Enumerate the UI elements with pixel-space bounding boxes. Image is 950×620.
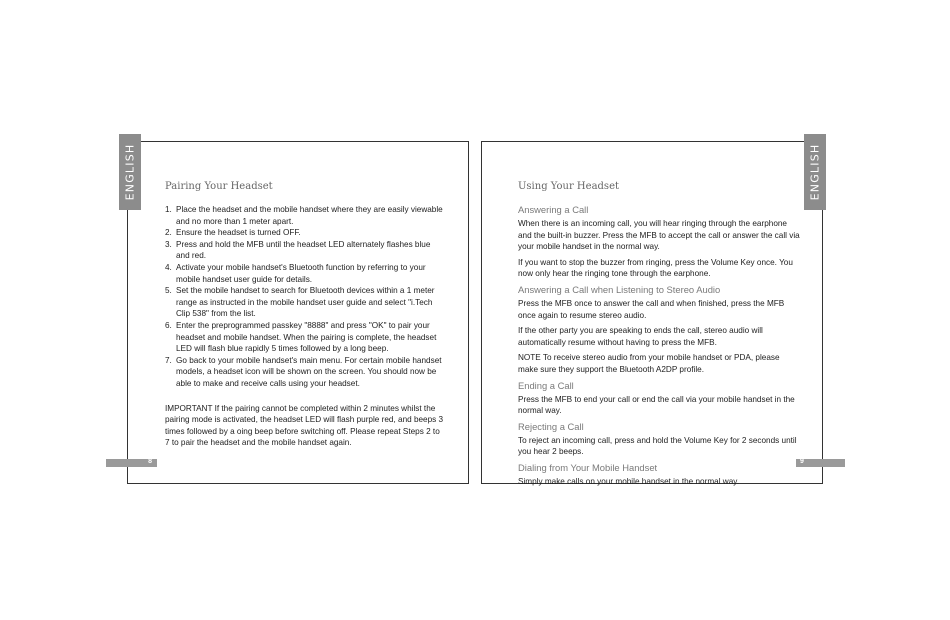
step-text: Ensure the headset is turned OFF. xyxy=(176,228,301,238)
step-text: Enter the preprogrammed passkey "8888" and press "OK" to pair your headset and mobile handset. When the pairing is complete, the headset LED will flash blue rapidly 5 times followed by a long beep. xyxy=(176,320,437,354)
paragraph: When there is an incoming call, you will hear ringing through the earphone and the built-in buzzer. Press the MFB to accept the call or answer the call via your mobile handset in the normal way. xyxy=(518,219,800,252)
paragraph: Press the MFB to end your call or end the call via your mobile handset in the normal way. xyxy=(518,394,795,416)
right-page-content xyxy=(518,180,800,492)
left-page-content xyxy=(165,180,445,453)
step-number: 4. xyxy=(165,262,172,272)
language-tab-right xyxy=(804,134,826,210)
step-number: 2. xyxy=(165,228,172,238)
paragraph: Press the MFB once to answer the call and when finished, press the MFB once again to resume stereo audio. xyxy=(518,298,785,320)
section-heading-rejecting: Rejecting a Call xyxy=(518,420,584,432)
page-title: Using Your Headset xyxy=(518,181,620,192)
step-number: 1. xyxy=(165,205,172,214)
list-item xyxy=(165,285,445,320)
paragraph: To reject an incoming call, press and hold the Volume Key for 2 seconds until you hear 2 beeps. xyxy=(518,435,797,457)
step-number: 6. xyxy=(165,320,172,330)
language-tab-label: ENGLISH xyxy=(123,143,137,201)
section-heading-stereo: Answering a Call when Listening to Stereo Audio xyxy=(518,283,721,295)
list-item xyxy=(165,320,445,355)
page-number-bar-right xyxy=(796,459,845,467)
step-text: Press and hold the MFB until the headset LED alternately flashes blue and red. xyxy=(176,239,431,261)
list-item xyxy=(165,239,445,262)
list-item xyxy=(165,204,445,227)
paragraph: If you want to stop the buzzer from ringing, press the Volume Key once. You now only hear the ringing tone through the earphone. xyxy=(518,257,793,279)
paragraph: If the other party you are speaking to ends the call, stereo audio will automatically resume without having to press the MFB. xyxy=(518,326,763,347)
step-number: 7. xyxy=(165,355,172,365)
list-item xyxy=(165,262,445,285)
step-number: 5. xyxy=(165,286,172,296)
pairing-steps-list xyxy=(165,204,445,390)
list-item xyxy=(165,355,445,390)
step-text: Place the headset and the mobile handset where they are easily viewable and no more than 1 meter apart. xyxy=(176,205,443,226)
step-text: Activate your mobile handset's Bluetooth function by referring to your mobile handset user guide for details. xyxy=(176,262,426,284)
section-heading-dialing: Dialing from Your Mobile Handset xyxy=(518,461,658,473)
step-text: Go back to your mobile handset's main menu. For certain mobile handset models, a headset icon will be shown on the screen. You should now be able to make and receive calls using your headset. xyxy=(176,355,442,388)
section-heading-answering: Answering a Call xyxy=(518,204,589,215)
page-title: Pairing Your Headset xyxy=(165,181,273,192)
step-text: Set the mobile handset to search for Bluetooth devices within a 1 meter range as instructed in the mobile handset user guide and select "i.Tech Clip 538" from the list. xyxy=(176,286,435,319)
important-note: IMPORTANT If the pairing cannot be completed within 2 minutes whilst the pairing mode is activated, the headset LED will flash purple red, and beeps 3 times followed by a oing beep before switching off. Please repeat Steps 2 to 7 to pair the headset and the mobile handset again. xyxy=(165,403,444,448)
language-tab-left xyxy=(119,134,141,210)
page-number: 8 xyxy=(148,458,152,465)
section-heading-ending: Ending a Call xyxy=(518,379,574,391)
note-paragraph: NOTE To receive stereo audio from your mobile handset or PDA, please make sure they support the Bluetooth A2DP profile. xyxy=(518,353,780,374)
list-item xyxy=(165,227,445,239)
paragraph: Simply make calls on your mobile handset in the normal way. xyxy=(518,476,740,486)
page-number: 9 xyxy=(800,458,804,465)
step-number: 3. xyxy=(165,239,172,249)
page-number-bar-left xyxy=(106,459,157,467)
language-tab-label: ENGLISH xyxy=(808,143,822,201)
